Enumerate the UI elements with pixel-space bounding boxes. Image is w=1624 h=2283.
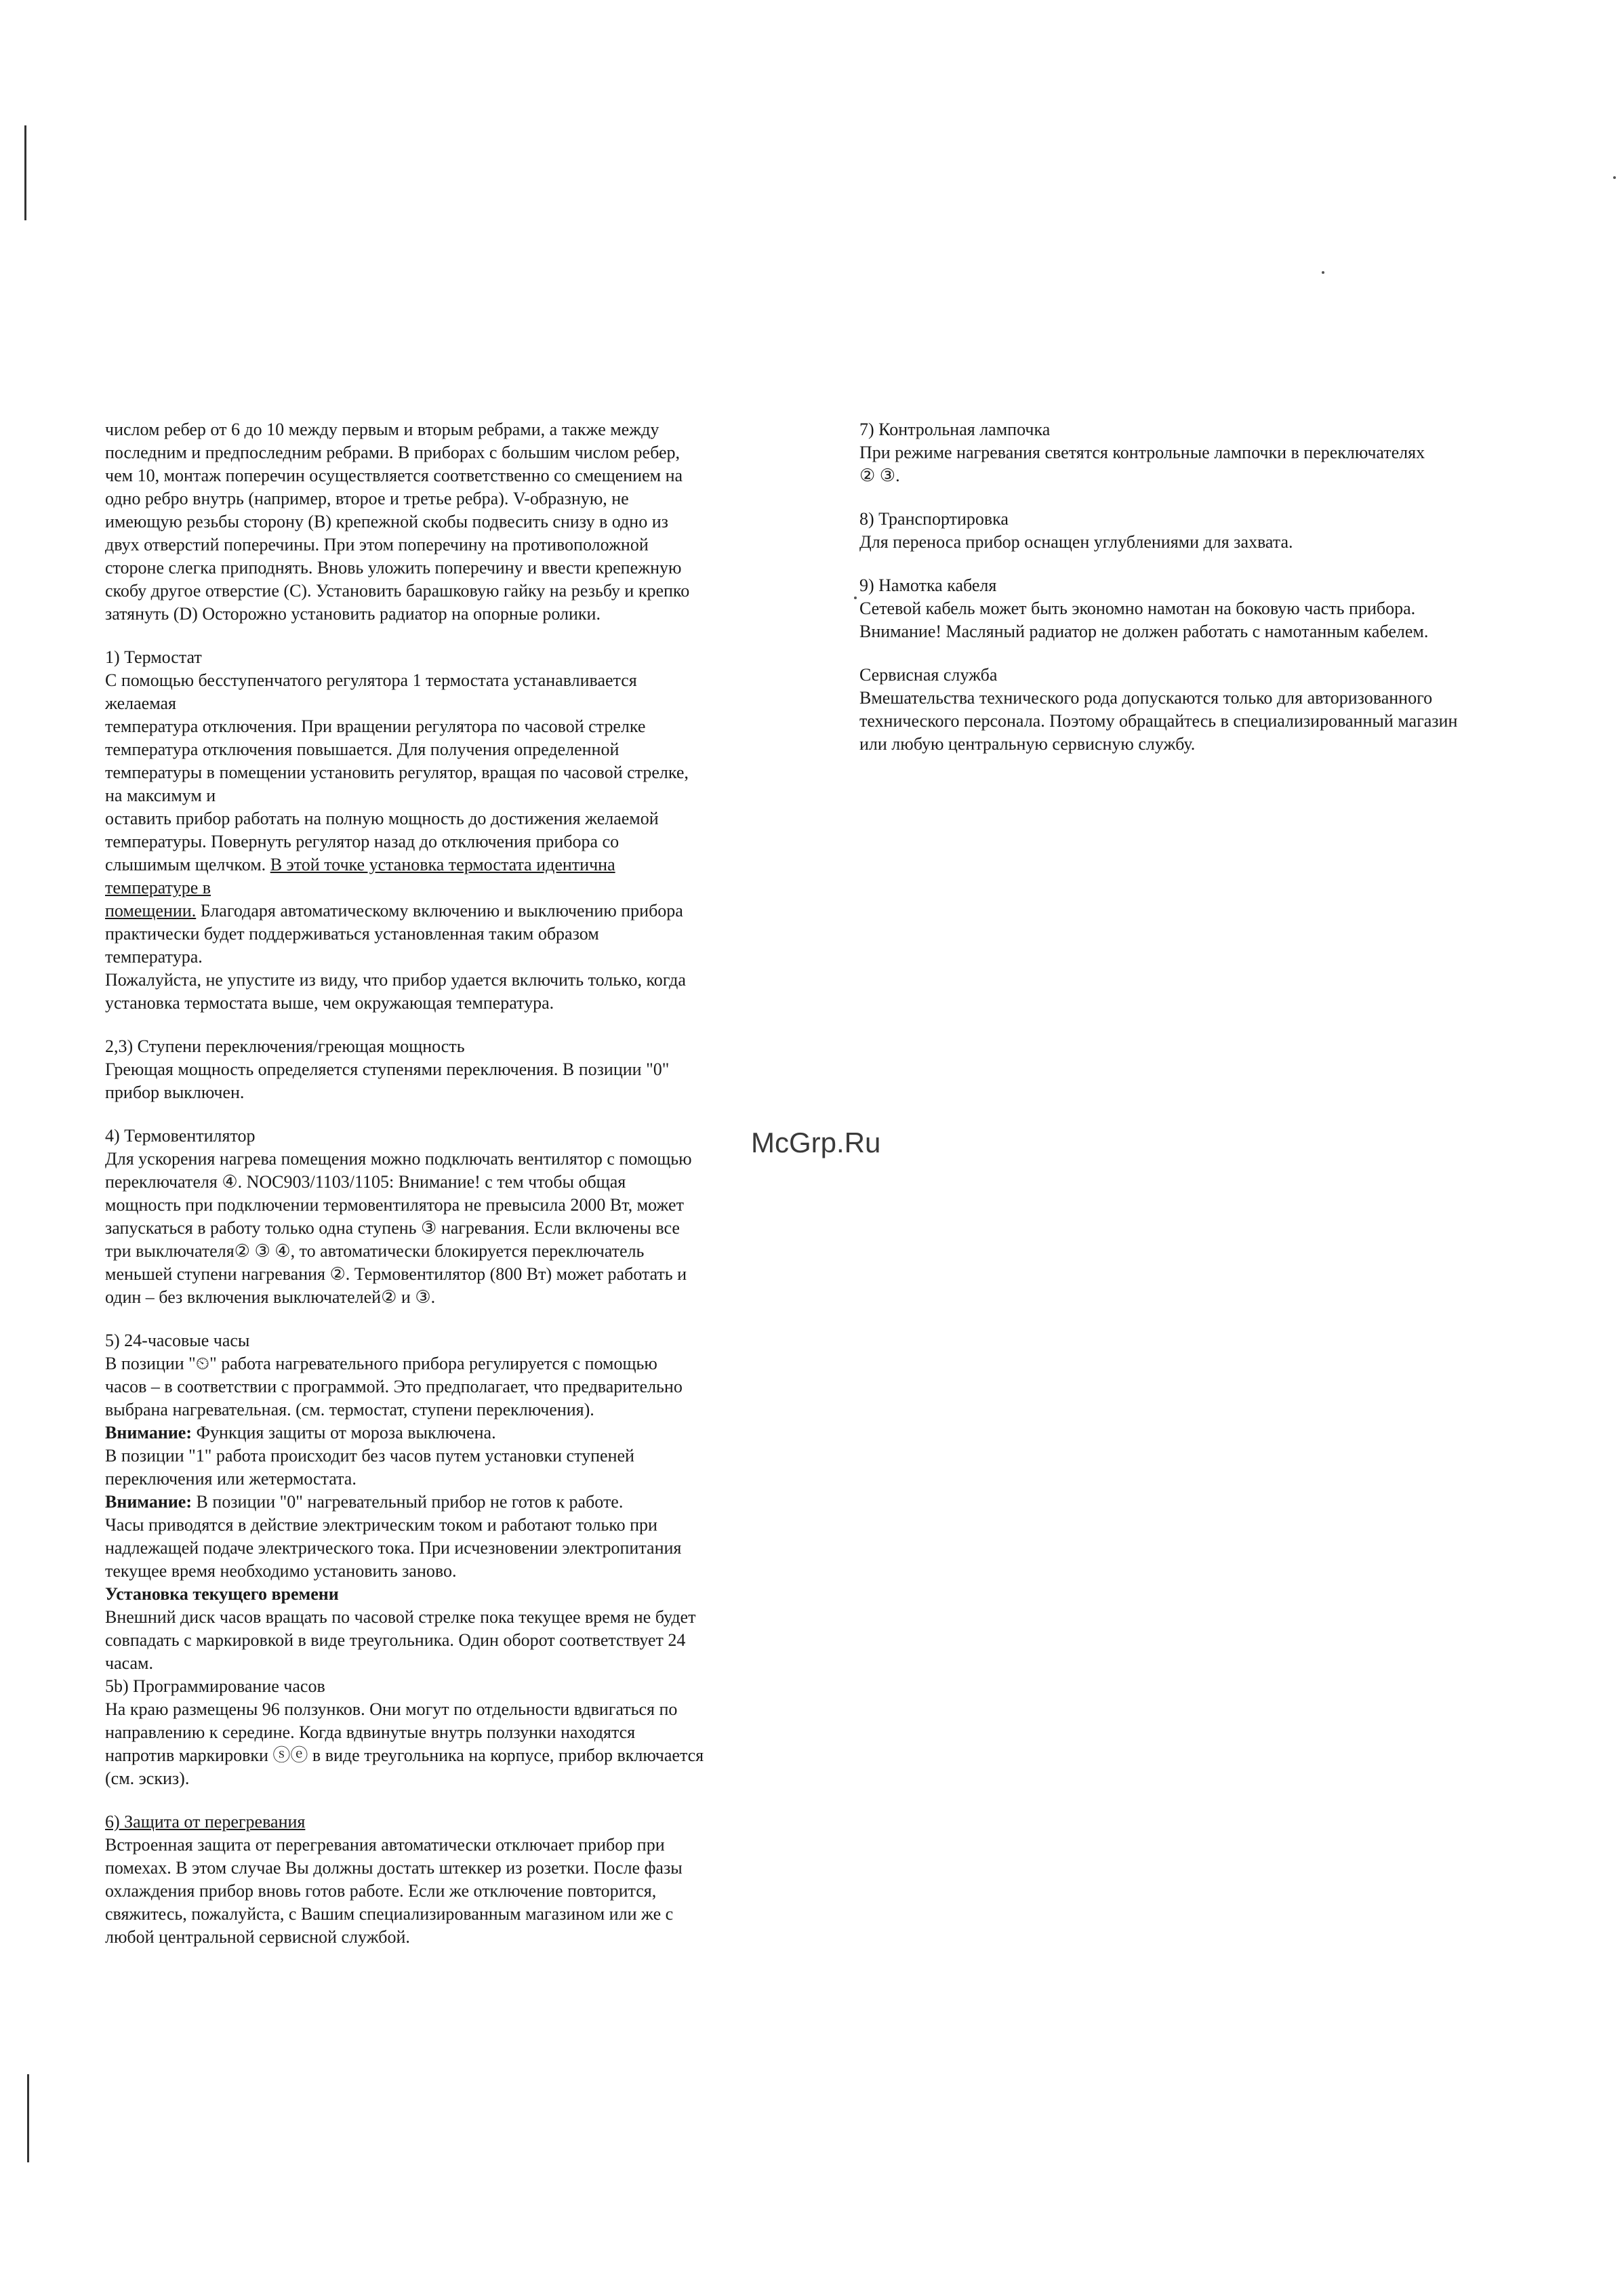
text-line: свяжитесь, пожалуйста, с Вашим специализированным магазином или же с: [105, 1904, 674, 1924]
text-line: выбрана нагревательная. (см. термостат, ступени переключения).: [105, 1400, 594, 1419]
section-heading: 6) Защита от перегревания: [105, 1812, 306, 1832]
text-line: Сетевой кабель может быть экономно намотан на боковую часть прибора.: [859, 599, 1416, 618]
section-24h-clock: [105, 1329, 796, 1790]
text-line: температуры в помещении установить регулятор, вращая по часовой стрелке,: [105, 763, 689, 782]
section-switch-steps: [105, 1035, 796, 1104]
text-line: На краю размещены 96 ползунков. Они могут по отдельности вдвигаться по: [105, 1699, 678, 1719]
subsection-heading: 5b) Программирование часов: [105, 1676, 325, 1696]
section-heading: 9) Намотка кабеля: [859, 575, 997, 595]
text-fragment: В позиции "0" нагревательный прибор не готов к работе.: [192, 1492, 624, 1512]
text-line: на максимум и: [105, 786, 216, 805]
text-line: или любую центральную сервисную службу.: [859, 734, 1196, 754]
text-line: температура отключения. При вращении регулятора по часовой стрелке: [105, 716, 646, 736]
text-line: переключения или жетермостата.: [105, 1469, 357, 1489]
text-line: числом ребер от 6 до 10 между первым и вторым ребрами, а также между: [105, 420, 659, 439]
text-line: [105, 900, 796, 923]
text-line: одно ребро внутрь (например, второе и третье ребра). V-образную, не: [105, 489, 629, 508]
text-line: ② ③.: [859, 466, 900, 485]
text-line: затянуть (D) Осторожно установить радиатор на опорные ролики.: [105, 604, 601, 624]
text-line: С помощью бесступенчатого регулятора 1 термостата устанавливается: [105, 670, 637, 690]
text-line: три выключателя② ③ ④, то автоматически блокируется переключатель: [105, 1241, 645, 1261]
text-line: совпадать с маркировкой в виде треугольника. Один оборот соответствует 24: [105, 1630, 686, 1650]
section-heading: Сервисная служба: [859, 665, 998, 685]
text-line: запускаться в работу только одна ступень ③ нагревания. Если включены все: [105, 1218, 680, 1238]
section-service: [859, 664, 1551, 756]
text-fragment: слышимым щелчком.: [105, 855, 266, 874]
text-fragment: Функция защиты от мороза выключена.: [192, 1423, 496, 1442]
text-line: любой центральной сервисной службой.: [105, 1927, 410, 1947]
section-indicator-lamp: [859, 418, 1551, 487]
text-line: температура отключения повышается. Для получения определенной: [105, 740, 620, 759]
right-column: [859, 418, 1551, 756]
text-line: В позиции "⏲" работа нагревательного прибора регулируется с помощью: [105, 1354, 657, 1373]
text-line: оставить прибор работать на полную мощность до достижения желаемой: [105, 809, 659, 828]
text-line: надлежащей подаче электрического тока. При исчезновении электропитания: [105, 1538, 682, 1558]
warning-label: Внимание:: [105, 1423, 192, 1442]
text-line: В позиции "1" работа происходит без часов путем установки ступеней: [105, 1446, 634, 1466]
scan-edge-mark-bottom: [27, 2074, 29, 2162]
text-line: один – без включения выключателей② и ③.: [105, 1287, 436, 1307]
text-line: (см. эскиз).: [105, 1769, 190, 1788]
warning-label: Внимание:: [105, 1492, 192, 1512]
text-fragment: Благодаря автоматическому включению и выключению прибора: [200, 901, 683, 921]
text-line: технического персонала. Поэтому обращайтесь в специализированный магазин: [859, 711, 1458, 731]
scan-speck: [854, 597, 857, 599]
text-line: текущее время необходимо установить заново.: [105, 1561, 457, 1581]
text-line: скобу другое отверстие (C). Установить барашковую гайку на резьбу и крепко: [105, 581, 690, 601]
text-line: температура.: [105, 947, 203, 967]
text-line: При режиме нагревания светятся контрольные лампочки в переключателях: [859, 443, 1425, 462]
left-column: [105, 418, 796, 1949]
section-heading: 8) Транспортировка: [859, 509, 1009, 529]
text-line: охлаждения прибор вновь готов работе. Если же отключение повторится,: [105, 1881, 657, 1901]
text-line: часов – в соответствии с программой. Это предполагает, что предварительно: [105, 1377, 683, 1396]
text-line: Для ускорения нагрева помещения можно подключать вентилятор с помощью: [105, 1149, 692, 1169]
text-line: Пожалуйста, не упустите из виду, что прибор удается включить только, когда: [105, 970, 686, 990]
text-line: практически будет поддерживаться установленная таким образом: [105, 924, 599, 944]
section-heading: 4) Термовентилятор: [105, 1126, 256, 1146]
section-thermostat: [105, 646, 796, 1015]
text-line: мощность при подключении термовентилятора не превысила 2000 Вт, может: [105, 1195, 684, 1215]
section-heading: 2,3) Ступени переключения/греющая мощность: [105, 1036, 465, 1056]
text-line: Часы приводятся в действие электрическим током и работают только при: [105, 1515, 657, 1535]
text-line: напротив маркировки ⓢⓔ в виде треугольника на корпусе, прибор включается: [105, 1745, 704, 1765]
text-line: имеющую резьбы сторону (B) крепежной скобы подвесить снизу в одно из: [105, 512, 668, 531]
watermark: McGrp.Ru: [751, 1127, 881, 1158]
scan-edge-mark-top: [24, 125, 26, 220]
scan-speck: [1613, 176, 1616, 179]
section-fan-heater: [105, 1125, 796, 1309]
text-line: [105, 1421, 796, 1444]
text-line: стороне слегка приподнять. Вновь уложить поперечину и ввести крепежную: [105, 558, 682, 578]
underlined-text: В этой точке установка термостата идентична: [270, 855, 615, 874]
section-overheat-protection: [105, 1811, 796, 1949]
text-line: меньшей ступени нагревания ②. Термовентилятор (800 Вт) может работать и: [105, 1264, 687, 1284]
section-heading: 5) 24-часовые часы: [105, 1331, 250, 1350]
text-line: чем 10, монтаж поперечин осуществляется соответственно со смещением на: [105, 466, 683, 485]
text-line: Греющая мощность определяется ступенями переключения. В позиции "0": [105, 1059, 670, 1079]
text-line: Внешний диск часов вращать по часовой стрелке пока текущее время не будет: [105, 1607, 696, 1627]
text-line: Для переноса прибор оснащен углублениями для захвата.: [859, 532, 1293, 552]
text-line: помехах. В этом случае Вы должны достать штеккер из розетки. После фазы: [105, 1858, 683, 1878]
section-transport: [859, 508, 1551, 554]
section-heading: 7) Контрольная лампочка: [859, 420, 1051, 439]
text-line: прибор выключен.: [105, 1083, 245, 1102]
text-line: Вмешательства технического рода допускаются только для авторизованного: [859, 688, 1433, 708]
text-line: последним и предпоследним ребрами. В приборах с большим числом ребер,: [105, 443, 681, 462]
text-line: [105, 876, 796, 900]
text-line: [105, 1491, 796, 1514]
text-line: направлению к середине. Когда вдвинутые внутрь ползунки находятся: [105, 1722, 636, 1742]
text-line: двух отверстий поперечины. При этом поперечину на противоположной: [105, 535, 649, 554]
underlined-text: температуре в: [105, 878, 211, 897]
text-line: температуры. Повернуть регулятор назад до отключения прибора со: [105, 832, 620, 851]
intro-paragraph: [105, 418, 796, 626]
text-line: желаемая: [105, 693, 176, 713]
text-line: Встроенная защита от перегревания автоматически отключает прибор при: [105, 1835, 665, 1855]
text-line: [105, 853, 796, 876]
text-line: переключателя ④. NOC903/1103/1105: Внимание! с тем чтобы общая: [105, 1172, 626, 1192]
text-line: часам.: [105, 1653, 153, 1673]
section-cable-winding: [859, 574, 1551, 643]
text-line: установка термостата выше, чем окружающая температура.: [105, 993, 554, 1013]
section-heading: 1) Термостат: [105, 647, 202, 667]
scan-speck: [1322, 271, 1324, 274]
underlined-text: помещении.: [105, 901, 197, 921]
text-line: Внимание! Масляный радиатор не должен работать с намотанным кабелем.: [859, 622, 1429, 641]
subsection-heading: Установка текущего времени: [105, 1584, 339, 1604]
